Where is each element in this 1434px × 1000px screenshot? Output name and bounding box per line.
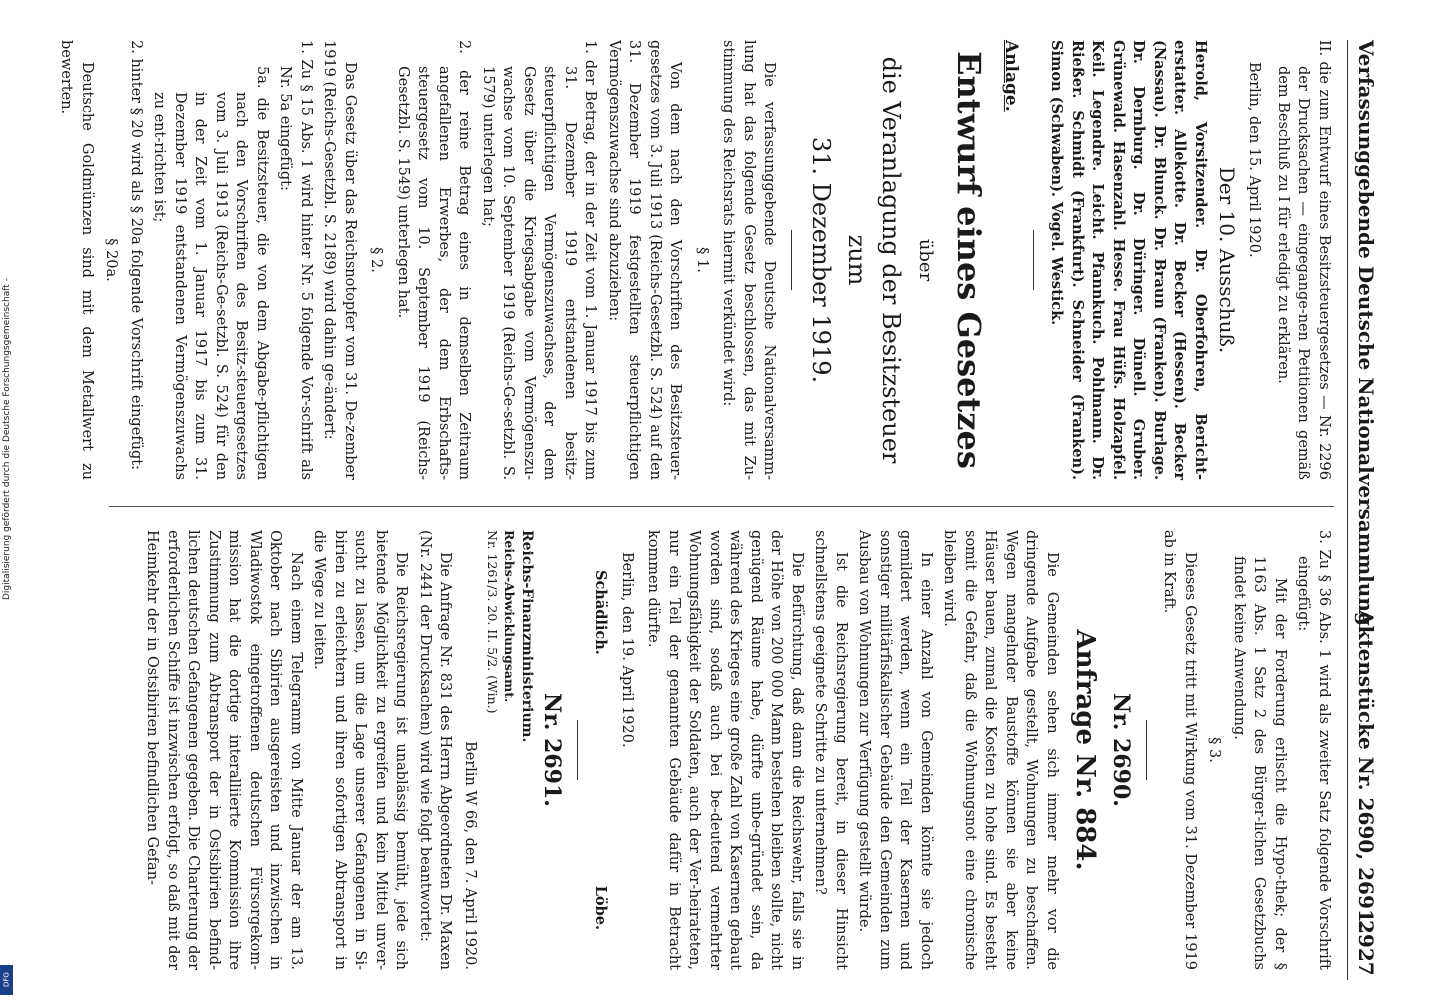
section-3-text: Dieses Gesetz tritt mit Wirkung vom 31. Dezember 1919 ab in Kraft. (1161, 530, 1198, 970)
date-3: Berlin W 66, den 7. April 1920. (462, 741, 478, 970)
separator (1146, 720, 1147, 780)
section-1-item1: 1. der Betrag, der in der Zeit vom 1. Januar 1917 bis zum 31. Dezember 1919 entstandenen besitz-steuerpflichtigen Vermögenszuwachses, der dem Gesetz über die Kriegsabgabe vom Vermögenszu-wachse vom 10. September 1919 (Reichs-Ge-setzbl. S. 1579) unterlegen hat; (480, 40, 599, 480)
header-middle: Aktenstücke Nr. 2690, 2691. (1354, 610, 1378, 930)
section-20a-heading: § 20a. (103, 238, 120, 282)
header-left: Verfassunggebende Deutsche Nationalversammlung. (1354, 40, 1378, 633)
anfrage-831-para2: Nach einem Telegramm von Mitte Januar der am 13. Oktober nach Sibirien ausgereisten und inzwischen in Wladiwostok eingetroffenen deutschen Fürsorgekom-mission hat die dortige interalliierte Kommission ihre Zustimmung zum Abtransport der in Ostsibirien befind-lichen deutschen Gefangenen gegeben. Die Charterung der erforderlichen Schiffe ist inzwischen erfolgt, so daß mit der Heimkehr der in Ostsibirien befindlichen Gefan- (144, 530, 304, 970)
scanned-page (58, 40, 1382, 980)
anfrage-831-para1: Die Reichsregierung ist unablässig bemüht, jede sich bietende Möglichkeit zu ergreifen und kein Mittel unver-sucht zu lassen, um die Lage unserer Gefangenen in Si-birien zu erleichtern und ihren sofortigen Abtransport in die Wege zu leiten. (311, 530, 410, 970)
date-place: Berlin, den 15. April 1920. (1246, 62, 1263, 258)
column-divider (109, 506, 1334, 507)
separator (792, 230, 793, 290)
page-number: 2927 (1354, 920, 1378, 976)
draft-over: über (915, 238, 937, 282)
signature-right: Löbe. (592, 885, 610, 930)
section-2-item3-text: Mit der Forderung erlischt die Hypo-thek; der § 1163 Abs. 1 Satz 2 des Bürger-lichen Gesetzbuchs findet keine Anwendung. (1231, 556, 1288, 970)
separator (1033, 230, 1034, 290)
digitization-credit: Digitalisierung gefördert durch die Deutsche Forschungsgemeinschaft - (2, 278, 12, 600)
anfrage-884-para2: In einer Anzahl von Gemeinden könnte sie jedoch gemildert werden, wenn ein Teil der Kasernen und sonstiger militärfiskalischer Gebäude den Gemeinden zum Ausbau von Wohnungen zur Verfügung gestellt würde. (856, 530, 934, 970)
reference: Nr. 1261/3. 20. II. 5/2. (Win.) (485, 530, 500, 714)
anfrage-831-intro: Die Anfrage Nr. 831 des Herrn Abgeordneten Dr. Maxen (Nr. 2441 der Drucksachen) wird wie folgt beantwortet: (417, 530, 454, 970)
draft-heading: Entwurf eines Gesetzes (950, 51, 989, 469)
section-2-item1: 1. Zu § 15 Abs. 1 wird hinter Nr. 5 folgende Vor-schrift als Nr. 5a eingefügt: (277, 40, 314, 480)
separator (577, 720, 578, 780)
section-2-heading: § 2. (368, 247, 385, 273)
page-header (1347, 40, 1382, 980)
anfrage-884-para3: Ist die Reichsregierung bereit, in dieser Hinsicht schnellstens geeignete Schritte zu unternehmen? (812, 530, 849, 970)
section-2-intro: Das Gesetz über das Reichsnotopfer vom 31. De-zember 1919 (Reichs-Gesetzbl. S. 2189) wird dahin ge-ändert: (321, 40, 358, 480)
section-3-heading: § 3. (1206, 737, 1223, 763)
anfrage-884-para1: Die Gemeinden sehen sich immer mehr vor die dringende Aufgabe gestellt, Wohnungen zu beschaffen. Wegen mangelnder Baustoffe können sie aber keine Häuser bauen, zumal die Kosten zu hohe sind. Es besteht somit die Gefahr, daß die Wohnungsnot eine chronische bleiben wird. (941, 530, 1060, 970)
date-2: Berlin, den 19. April 1920. (619, 552, 635, 748)
annex-label: Anlage. (1001, 40, 1021, 112)
signatures (590, 530, 611, 970)
nr-2691-heading: Nr. 2691. (539, 693, 565, 807)
preamble: Die verfassunggebende Deutsche Nationalversamm-lung hat das folgende Gesetz beschlossen, das mit Zu-stimmung des Reichsrats hiermit verkündet wird: (720, 40, 778, 480)
section-20a-text: Deutsche Goldmünzen sind mit dem Metallwert zu bewerten. (58, 40, 95, 480)
item-ii: II. die zum Entwurf eines Besitzsteuergesetzes — Nr. 2296 der Drucksachen — eingegange-nen Petitionen gemäß dem Beschluß zu I für erledigt zu erklären. (1275, 40, 1332, 480)
section-2-item1a: 5a. die Besitzsteuer, die von dem Abgabe-pflichtigen nach den Vorschriften des Besitz-steuergesetzes vom 3. Juli 1913 (Reichs-Ge-setzbl. S. 524) für den in der Zeit vom 1. Januar 1917 bis zum 31. Dezember 1919 entstandenen Vermögenszuwachs zu ent-richten ist; (151, 66, 270, 480)
signature-left: Schädlich. (592, 570, 610, 655)
right-column (139, 530, 1334, 970)
dfg-logo: DFG (0, 965, 13, 995)
anfrage-884-para4: Die Befürchtung, daß dann die Reichswehr, falls sie in der Höhe von 200 000 Mann bestehen bleiben sollte, nicht genügend Räume habe, dürfte unbe-gründet sein, da während des Krieges eine große Zahl von Kasernen gebaut worden sind, sodaß auch bei be-deutend vermehrter Wohnungsfähigkeit der Soldaten, auch der Ver-heirateten, nur ein Teil der genannten Gebäude dafür in Betracht kommen dürfte. (645, 530, 805, 970)
draft-title-line2: 31. Dezember 1919. (807, 136, 836, 384)
section-1-item2: 2. der reine Betrag eines in demselben Zeitraum angefallenen Erwerbes, der dem Erbschafts-steuergesetz vom 10. September 1919 (Reichs-Gesetzbl. S. 1549) unterlegen hat. (395, 40, 473, 480)
draft-title-line1: die Veranlagung der Besitzsteuer zum (843, 56, 906, 464)
office: Reichs-Abwicklungsamt. (502, 530, 517, 703)
committee-heading: Der 10. Ausschuß. (1215, 166, 1239, 354)
section-1-heading: § 1. (694, 247, 710, 273)
section-2-item2: 2. hinter § 20 wird als § 20a folgende Vorschrift eingefügt: (128, 40, 144, 470)
committee-members: Herold, Vorsitzender. Dr. Oberfohren, Bericht-erstatter. Allekotte. Dr. Becker (Hessen). Becker (Nassau). Dr. Blunck. Dr. Braun (Franken). Burlage. Dr. Dernburg. Dr. Düringer. Dünell. Gruber. Grünewald. Hasenzahl. Hesse. Frau Hüfs. Holzapfel. Keil. Legendre. Leicht. Pfannkuch. Pohlmann. Dr. Rießer. Schmidt (Frankfurt). Schneider (Franken). Simon (Schwaben). Vogel. Westick. (1048, 40, 1209, 480)
section-2-item3: 3. Zu § 36 Abs. 1 wird als zweiter Satz folgende Vorschrift eingefügt: (1295, 530, 1332, 970)
left-column (53, 40, 1334, 480)
anfrage-884-heading: Anfrage Nr. 884. (1070, 629, 1100, 871)
nr-2690-heading: Nr. 2690. (1108, 693, 1134, 807)
ministry: Reichs-Finanzministerium. (519, 530, 535, 743)
section-1-intro: Von dem nach den Vorschriften des Besitzsteuer-gesetzes vom 3. Juli 1913 (Reichs-Gesetzbl. S. 524) auf den 31. Dezember 1919 festgestellten steuerpflichtigen Vermögenszuwachse sind abzuziehen: (606, 40, 684, 480)
